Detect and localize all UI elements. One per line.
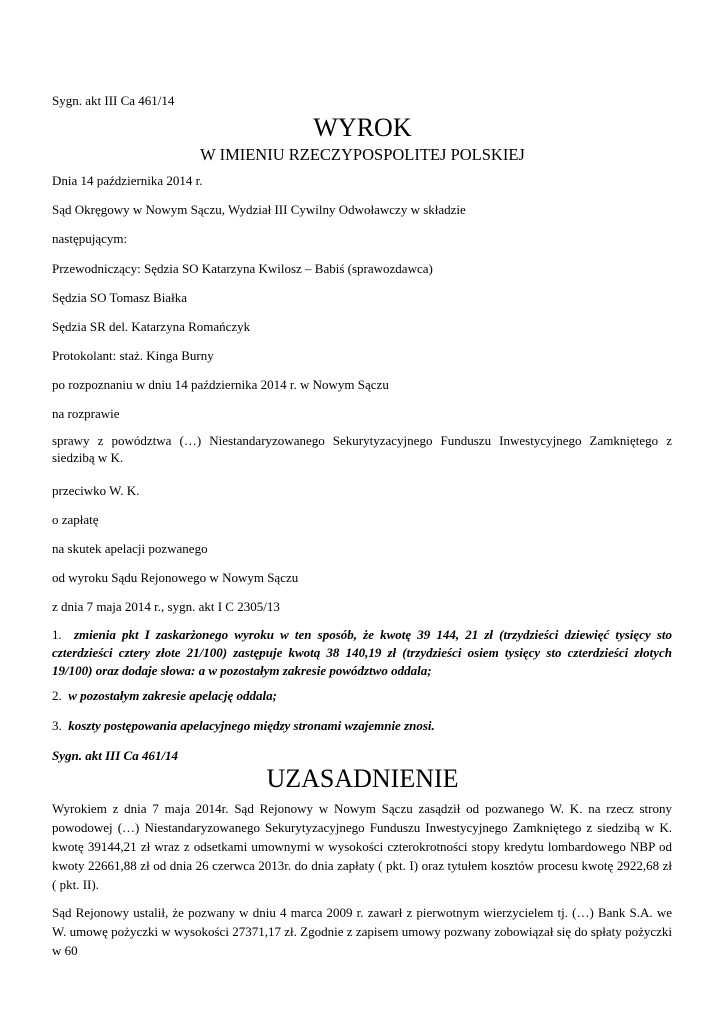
court-line: Sąd Okręgowy w Nowym Sączu, Wydział III Cywilny Odwoławczy w składzie [52,202,466,217]
ruling-point-text: koszty postępowania apelacyjnego między stronami wzajemnie znosi. [68,718,435,733]
justification-paragraph-2: Sąd Rejonowy ustalił, że pozwany w dniu 4 marca 2009 r. zawarł z pierwotnym wierzycielem tj. (…) Bank S.A. we W. umowę pożyczki w wysokości 27371,17 zł. Zgodnie z zapisem umowy pozwany zobowiązał się do spłaty pożyczki w 60 [52,905,672,958]
ruling-point-3 [52,716,672,735]
date-line: Dnia 14 października 2014 r. [52,173,203,188]
ruling-point-text: w pozostałym zakresie apelację oddala; [68,688,277,703]
justification-paragraph-1: Wyrokiem z dnia 7 maja 2014r. Sąd Rejonowy w Nowym Sączu zasądził od pozwanego W. K. na rzecz strony powodowej (…) Niestandaryzowanego Sekurytyzacyjnego Funduszu Inwestycyjnego Zamkniętego z siedzibą w K. kwotę 39144,21 zł wraz z odsetkami umownymi w wysokości czterokrotności stopy kredytu lombardowego NBP od kwoty 22661,88 zł od dnia 26 czerwca 2013r. do dnia zapłaty ( pkt. I) oraz tytułem kosztów procesu kwotę 2922,68 zł ( pkt. II). [52,801,672,892]
ruling-point-number: 1. [52,627,62,642]
document-title: WYROK [313,113,412,142]
chair-line: Przewodniczący: Sędzia SO Katarzyna Kwilosz – Babiś (sprawozdawca) [52,261,433,276]
appeal-line: na skutek apelacji pozwanego [52,541,208,556]
judge-line-2: Sędzia SR del. Katarzyna Romańczyk [52,319,251,334]
hearing-line: na rozprawie [52,406,120,421]
ruling-point-1 [52,626,672,680]
case-paragraph: sprawy z powództwa (…) Niestandaryzowanego Sekurytyzacyjnego Funduszu Inwestycyjnego Zamkniętego z siedzibą w K. [52,433,672,465]
against-line: przeciwko W. K. [52,483,140,498]
following-line: następującym: [52,231,128,246]
clerk-line: Protokolant: staż. Kinga Burny [52,348,214,363]
ruling-point-number: 3. [52,718,62,733]
case-signature-top: Sygn. akt III Ca 461/14 [52,93,175,108]
justification-title: UZASADNIENIE [266,764,459,793]
ruling-point-text: zmienia pkt I zaskarżonego wyroku w ten sposób, że kwotę 39 144, 21 zł (trzydzieści dziewięć tysięcy sto czterdzieści cztery złote 21/100) zastępuje kwotą 38 140,19 zł (trzydzieści osiem tysięcy sto czterdzieści złotych 19/100) oraz dodaje słowa: a w pozostałym zakresie powództwo oddala; [52,627,673,678]
document-subtitle: W IMIENIU RZECZYPOSPOLITEJ POLSKIEJ [200,145,525,164]
ruling-point-number: 2. [52,688,62,703]
judgment-date-line: z dnia 7 maja 2014 r., sygn. akt I C 2305/13 [52,599,280,614]
judge-line-1: Sędzia SO Tomasz Białka [52,290,187,305]
ruling-point-2 [52,686,672,705]
subject-line: o zapłatę [52,512,99,527]
considered-line: po rozpoznaniu w dniu 14 października 2014 r. w Nowym Sączu [52,377,389,392]
case-signature-bottom: Sygn. akt III Ca 461/14 [52,748,179,763]
from-judgment-line: od wyroku Sądu Rejonowego w Nowym Sączu [52,570,299,585]
